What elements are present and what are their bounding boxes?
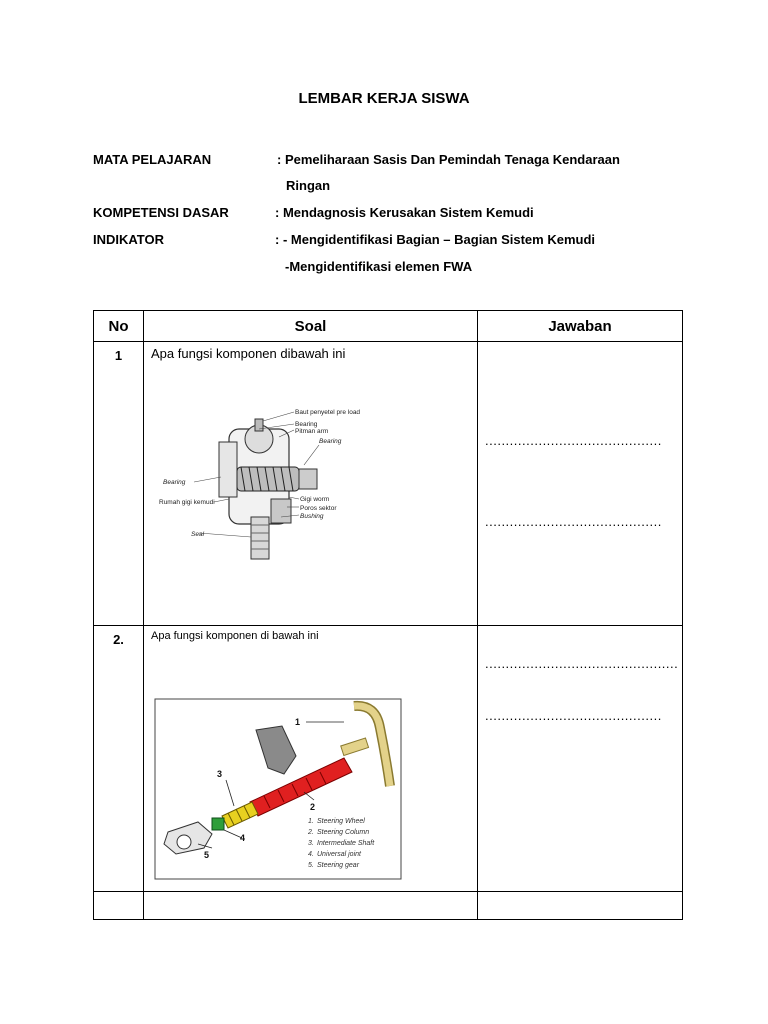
steering-gearbox-illustration bbox=[159, 407, 369, 567]
legend-item: Steering gear bbox=[317, 862, 360, 869]
table-header-row bbox=[94, 311, 683, 342]
answer-line[interactable]: ............................................... bbox=[485, 656, 679, 671]
label-bearing-top: Bearing bbox=[295, 421, 318, 428]
table-row bbox=[94, 626, 683, 892]
question-text: Apa fungsi komponen dibawah ini bbox=[151, 346, 346, 361]
answer-line[interactable]: ........................................... bbox=[485, 708, 662, 723]
worksheet-table bbox=[93, 310, 683, 920]
row-number bbox=[94, 892, 144, 920]
answer-cell[interactable] bbox=[478, 626, 683, 892]
answer-cell[interactable] bbox=[478, 892, 683, 920]
svg-text:1.: 1. bbox=[308, 818, 314, 825]
legend-item: Intermediate Shaft bbox=[317, 840, 375, 847]
meta-value-continued: Ringan bbox=[286, 178, 331, 193]
question-text: Apa fungsi komponen di bawah ini bbox=[151, 630, 319, 642]
steering-system-illustration bbox=[154, 698, 402, 880]
page-title: LEMBAR KERJA SISWA bbox=[298, 90, 470, 107]
label-bushing: Bushing bbox=[300, 513, 324, 520]
label-gigi-worm: Gigi worm bbox=[300, 496, 330, 503]
question-cell bbox=[144, 626, 478, 892]
meta-value: : Mendagnosis Kerusakan Sistem Kemudi bbox=[275, 205, 534, 220]
label-seal: Seal bbox=[191, 531, 205, 538]
answer-line[interactable]: ........................................... bbox=[485, 514, 662, 529]
label-poros: Poros sektor bbox=[300, 505, 337, 512]
legend-item: Steering Column bbox=[317, 829, 370, 836]
label-rumah: Rumah gigi kemudi bbox=[159, 499, 215, 506]
label-bearing-right: Bearing bbox=[319, 438, 342, 445]
meta-label: INDIKATOR bbox=[93, 232, 165, 247]
legend-item: Universal joint bbox=[317, 851, 361, 858]
table-row bbox=[94, 342, 683, 626]
svg-text:2.: 2. bbox=[308, 829, 314, 836]
row-number: 2. bbox=[94, 626, 144, 892]
legend-item: Steering Wheel bbox=[317, 818, 365, 825]
svg-text:3.: 3. bbox=[308, 840, 314, 847]
answer-cell[interactable] bbox=[478, 342, 683, 626]
meta-value: : Pemeliharaan Sasis Dan Pemindah Tenaga Kendaraan bbox=[277, 152, 620, 167]
question-cell bbox=[144, 342, 478, 626]
callout-number: 3 bbox=[217, 769, 223, 779]
callout-number: 5 bbox=[204, 850, 210, 860]
callout-number: 1 bbox=[295, 717, 301, 727]
label-baut: Baut penyetel pre load bbox=[295, 409, 361, 416]
label-pitman: Pitman arm bbox=[295, 428, 329, 435]
header-soal: Soal bbox=[144, 311, 478, 342]
meta-label: MATA PELAJARAN bbox=[93, 152, 212, 167]
answer-line[interactable]: ........................................... bbox=[485, 433, 662, 448]
callout-number: 4 bbox=[240, 833, 246, 843]
meta-label: KOMPETENSI DASAR bbox=[93, 205, 229, 220]
svg-text:4.: 4. bbox=[308, 851, 314, 858]
table-row bbox=[94, 892, 683, 920]
svg-text:5.: 5. bbox=[308, 862, 314, 869]
header-jawaban: Jawaban bbox=[478, 311, 683, 342]
meta-value-continued: -Mengidentifikasi elemen FWA bbox=[285, 259, 473, 274]
header-no: No bbox=[94, 311, 144, 342]
label-bearing-left: Bearing bbox=[163, 479, 186, 486]
question-cell bbox=[144, 892, 478, 920]
meta-value: : - Mengidentifikasi Bagian – Bagian Sistem Kemudi bbox=[275, 232, 596, 247]
callout-number: 2 bbox=[310, 802, 316, 812]
row-number: 1 bbox=[94, 342, 144, 626]
